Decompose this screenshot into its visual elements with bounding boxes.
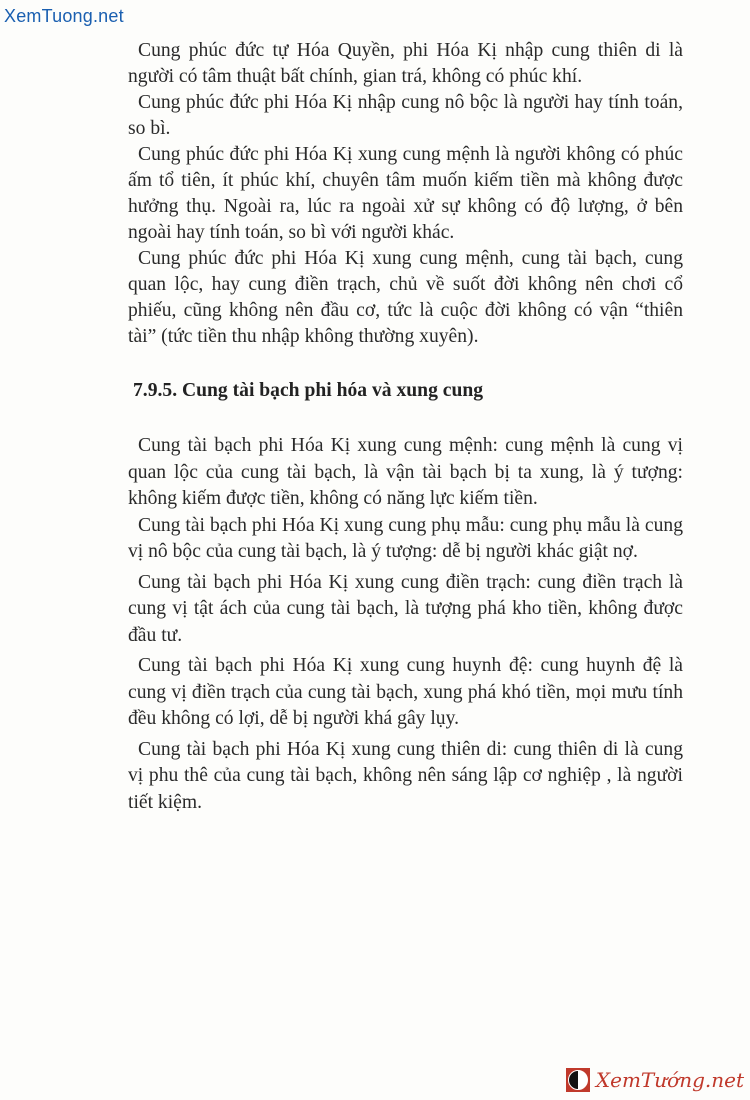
paragraph: Cung tài bạch phi Hóa Kị xung cung phụ mẫu: cung phụ mẫu là cung vị nô bộc của cung tài bạch, là ý tượng: dễ bị người khác giật nợ. — [128, 514, 683, 562]
paragraph: Cung phúc đức phi Hóa Kị nhập cung nô bộc là người hay tính toán, so bì. — [128, 92, 683, 139]
body-text-bottom — [128, 433, 683, 816]
paragraph: Cung tài bạch phi Hóa Kị xung cung điền trạch: cung điền trạch là cung vị tật ách của cung tài bạch, là tượng phá kho tiền, không được đầu tư. — [128, 571, 683, 646]
paragraph: Cung tài bạch phi Hóa Kị xung cung mệnh: cung mệnh là cung vị quan lộc của cung tài bạch, là vận tài bạch bị ta xung, là ý tượng: không kiếm được tiền, không có năng lực kiếm tiền. — [128, 435, 683, 509]
section-heading: 7.9.5. Cung tài bạch phi hóa và xung cung — [133, 380, 484, 401]
site-watermark: XemTuong.net — [4, 6, 124, 26]
paragraph: Cung phúc đức phi Hóa Kị xung cung mệnh, cung tài bạch, cung quan lộc, hay cung điền trạch, chủ về suốt đời không nên chơi cổ phiếu, cũng không nên đầu cơ, tức là cuộc đời không có vận “thiên tài” (tức tiền thu nhập không thường xuyên). — [128, 248, 683, 347]
paragraph: Cung phúc đức tự Hóa Quyền, phi Hóa Kị nhập cung thiên di là người có tâm thuật bất chính, gian trá, không có phúc khí. — [128, 40, 683, 87]
paragraph: Cung phúc đức phi Hóa Kị xung cung mệnh là người không có phúc ấm tổ tiên, ít phúc khí, chuyên tâm muốn kiếm tiền mà không được hưởng thụ. Ngoài ra, lúc ra ngoài xử sự không có độ lượng, ở bên ngoài hay tính toán, so bì với người khác. — [128, 144, 683, 243]
paragraph: Cung tài bạch phi Hóa Kị xung cung thiên di: cung thiên di là cung vị phu thê của cung tài bạch, không nên sáng lập cơ nghiệp , là người tiết kiệm. — [128, 738, 683, 813]
logo-text: XemTướng.net — [595, 1068, 744, 1092]
site-logo — [566, 1068, 744, 1092]
yin-yang-icon — [566, 1068, 590, 1092]
body-text-top — [128, 38, 683, 350]
paragraph: Cung tài bạch phi Hóa Kị xung cung huynh đệ: cung huynh đệ là cung vị điền trạch của cung tài bạch, xung phá khó tiền, mọi mưu tính đều không có lợi, dễ bị người khá gây lụy. — [128, 655, 683, 729]
